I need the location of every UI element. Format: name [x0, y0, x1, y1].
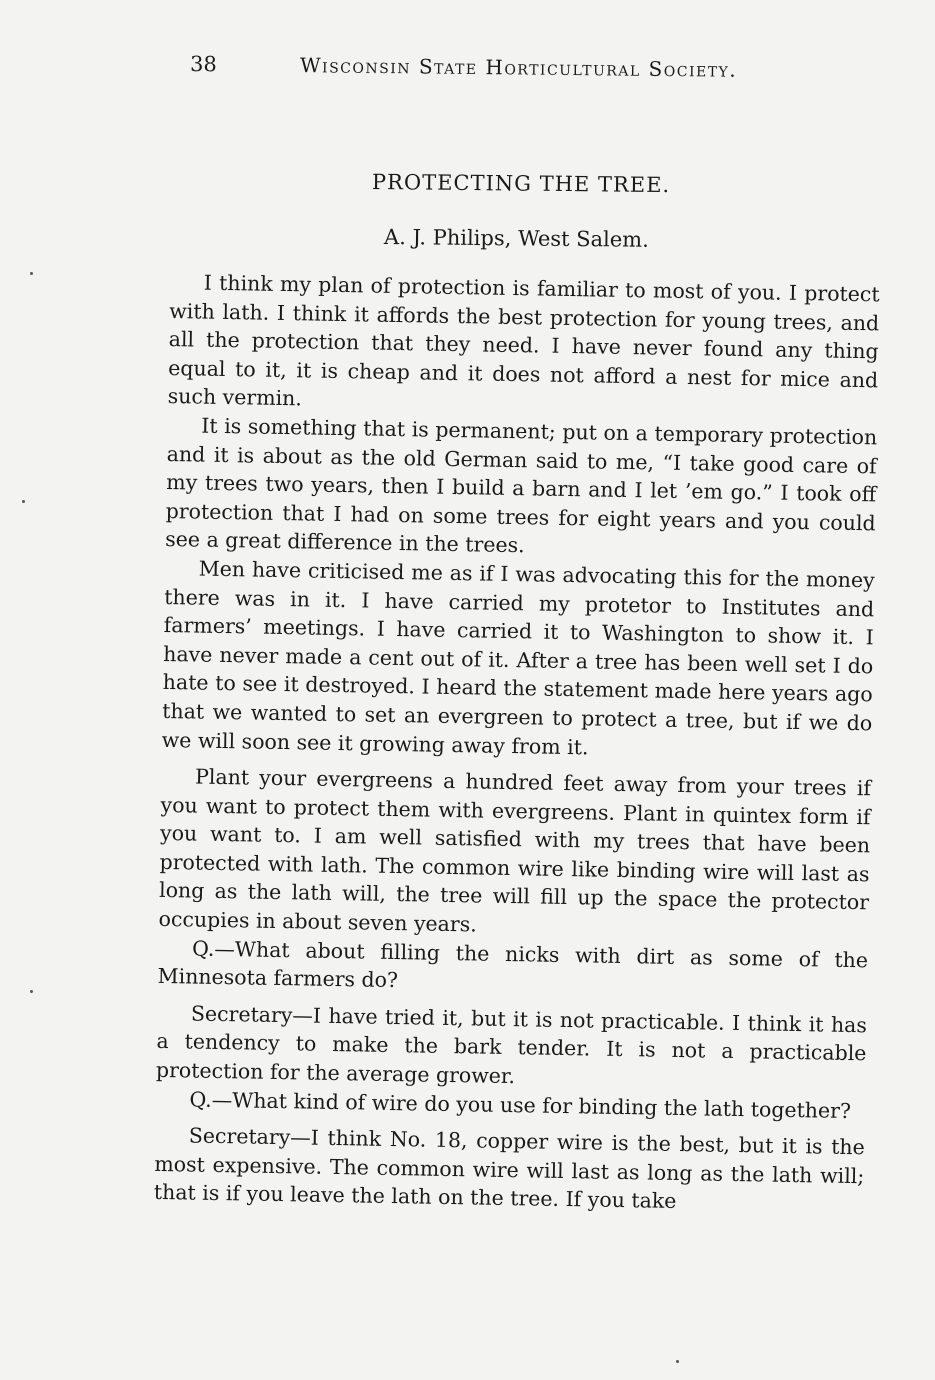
scan-speck: [30, 272, 33, 275]
scan-speck: [676, 1360, 679, 1363]
question-paragraph: Q.—What about filling the nicks with dirt as some of the Minnesota farmers do?: [157, 936, 869, 993]
article-author: A. J. Philips, West Salem.: [383, 225, 649, 252]
answer-paragraph: Secretary—I have tried it, but it is not practicable. I think it has a tendency to make the bark tender. It is not a practicable protection for the average grower.: [155, 1001, 868, 1089]
answer-paragraph: Secretary—I think No. 18, copper wire is the best, but it is the most expensive. The common wire will last as long as the lath will; that is if you leave the lath on the tree. If you take: [153, 1123, 865, 1214]
paragraph: Plant your evergreens a hundred feet away from your trees if you want to protect them with evergreens. Plant in quintex form if you want to. I am well satisfied with my trees that have been protected with lath. The common wire like binding wire will last as long as the lath will, the tree will fill up the space the protector occupies in about seven years.: [158, 764, 872, 937]
paragraph: Men have criticised me as if I was advocating this for the money there was in it. I have carried my protetor to Institutes and farmers’ meetings. I have carried it to Washington to show it. I have never made a cent out of it. After a tree has been well set I do hate to see it destroyed. I heard the statement made here years ago that we wanted to set an evergreen to protect a tree, but if we do we will soon see it growing away from it.: [161, 556, 875, 759]
scan-speck: [22, 500, 25, 503]
article-title: PROTECTING THE TREE.: [371, 170, 671, 198]
paragraph: It is something that is permanent; put on a temporary protection and it is about as the old German said to me, “I take good care of my trees two years, then I build a barn and I let ’em go.” I took off protection that I had on some trees for eight years and you could see a great difference in the trees.: [165, 413, 878, 558]
running-head: Wisconsin State Horticultural Society.: [299, 53, 738, 82]
page-header: [190, 52, 790, 98]
paragraph: I think my plan of protection is familiar to most of you. I protect with lath. I think it affords the best protection for young trees, and all the protection that they need. I have never found any thing equal to it, it is cheap and it does not afford a nest for mice and such vermin.: [167, 270, 880, 411]
page-number: 38: [189, 52, 217, 77]
article-body: [154, 268, 880, 1219]
scan-speck: [30, 990, 33, 993]
question-paragraph: Q.—What kind of wire do you use for binding the lath together?: [189, 1087, 852, 1123]
